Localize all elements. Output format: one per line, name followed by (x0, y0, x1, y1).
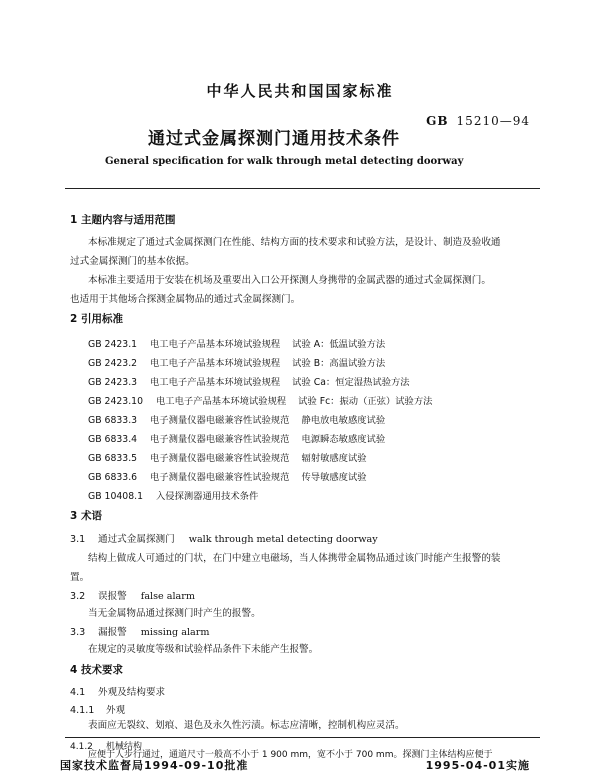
reference-item (88, 393, 432, 407)
document-title: 通过式金属探测门通用技术条件 (148, 129, 400, 149)
footer-divider (65, 737, 540, 738)
subsection-number: 4.1.1 (70, 705, 95, 716)
standard-number: 15210—94 (456, 114, 530, 128)
reference-test: 试验 B：高温试验方法 (292, 358, 386, 369)
reference-item (88, 488, 258, 502)
reference-item (88, 374, 410, 388)
implementation-date: 1995-04-01实施 (425, 759, 530, 772)
reference-title: 电工电子产品基本环境试验规程 (150, 377, 281, 388)
term-english: walk through metal detecting doorway (188, 534, 378, 545)
approval-date: 国家技术监督局1994-09-10批准 (60, 759, 249, 772)
document-title-english: General specification for walk through metal detecting doorway (105, 156, 464, 167)
reference-title: 电工电子产品基本环境试验规程 (150, 339, 281, 350)
reference-item (88, 431, 385, 445)
reference-test: 试验 A：低温试验方法 (292, 339, 386, 350)
reference-title: 入侵探测器通用技术条件 (156, 491, 259, 502)
issuing-body-title: 中华人民共和国国家标准 (206, 82, 394, 100)
section-1-para-1-line-1: 本标准规定了通过式金属探测门在性能、结构方面的技术要求和试验方法，是设计、制造及验收通 (88, 237, 501, 248)
section-3-heading: 3 术语 (70, 510, 102, 522)
section-2-heading: 2 引用标准 (70, 313, 123, 325)
section-1-para-2-line-1: 本标准主要适用于安装在机场及重要出入口公开探测人身携带的金属武器的通过式金属探测门。 (88, 275, 491, 286)
reference-test: 试验 Ca：恒定湿热试验方法 (292, 377, 410, 388)
section-1-para-2-line-2: 也适用于其他场合探测金属物品的通过式金属探测门。 (70, 294, 301, 305)
reference-code: GB 2423.2 (88, 358, 138, 369)
subsection-4-1-1-text: 表面应无裂纹、划痕、退色及永久性污渍。标志应清晰，控制机构应灵活。 (88, 720, 405, 731)
reference-code: GB 2423.1 (88, 339, 138, 350)
term-english: missing alarm (140, 627, 210, 638)
term-3-2 (70, 588, 195, 602)
reference-item (88, 336, 385, 350)
standard-prefix: GB (426, 114, 449, 128)
term-number: 3.3 (70, 627, 86, 638)
reference-title: 电子测量仪器电磁兼容性试验规范 (150, 453, 290, 464)
term-3-2-definition: 当无金属物品通过探测门时产生的报警。 (88, 608, 261, 619)
subsection-title: 外观及结构要求 (98, 687, 166, 698)
subsection-title: 外观 (106, 705, 126, 716)
reference-test: 电源瞬态敏感度试验 (301, 434, 386, 445)
reference-test: 传导敏感度试验 (301, 472, 367, 483)
reference-title: 电工电子产品基本环境试验规程 (150, 358, 281, 369)
section-1-para-1-line-2: 过式金属探测门的基本依据。 (70, 256, 195, 267)
reference-code: GB 6833.5 (88, 453, 138, 464)
subsection-number: 4.1 (70, 687, 86, 698)
reference-code: GB 6833.3 (88, 415, 138, 426)
reference-test: 静电放电敏感度试验 (301, 415, 386, 426)
reference-code: GB 2423.3 (88, 377, 138, 388)
term-number: 3.2 (70, 591, 86, 602)
reference-title: 电子测量仪器电磁兼容性试验规范 (150, 415, 290, 426)
reference-title: 电工电子产品基本环境试验规程 (156, 396, 287, 407)
subsection-title: 机械结构 (106, 742, 143, 752)
reference-item (88, 469, 367, 483)
subsection-4-1-1 (70, 702, 125, 716)
subsection-4-1-2-text: 应便于人步行通过，通道尺寸一般高不小于 1 900 mm，宽不小于 700 mm。探测门主体结构应便于 (88, 750, 493, 760)
term-name: 误报警 (98, 591, 127, 602)
reference-code: GB 6833.6 (88, 472, 138, 483)
term-name: 通过式金属探测门 (98, 534, 175, 545)
header-divider (65, 188, 540, 189)
term-3-1-definition-line-1: 结构上做成人可通过的门状，在门中建立电磁场，当人体携带金属物品通过该门时能产生报警的装 (88, 553, 501, 564)
term-english: false alarm (140, 591, 195, 602)
reference-item (88, 450, 367, 464)
reference-item (88, 412, 385, 426)
reference-title: 电子测量仪器电磁兼容性试验规范 (150, 472, 290, 483)
term-3-1-definition-line-2: 置。 (70, 572, 90, 583)
term-name: 漏报警 (98, 627, 127, 638)
term-number: 3.1 (70, 534, 86, 545)
section-1-heading: 1 主题内容与适用范围 (70, 214, 176, 226)
reference-code: GB 10408.1 (88, 491, 143, 502)
reference-item (88, 355, 385, 369)
subsection-4-1 (70, 684, 165, 698)
reference-code: GB 2423.10 (88, 396, 143, 407)
reference-test: 辐射敏感度试验 (301, 453, 367, 464)
reference-test: 试验 Fc：振动（正弦）试验方法 (298, 396, 433, 407)
reference-title: 电子测量仪器电磁兼容性试验规范 (150, 434, 290, 445)
standard-code (426, 114, 530, 128)
term-3-3 (70, 624, 209, 638)
term-3-1 (70, 531, 378, 545)
reference-code: GB 6833.4 (88, 434, 138, 445)
subsection-number: 4.1.2 (70, 742, 93, 752)
section-4-heading: 4 技术要求 (70, 664, 123, 676)
term-3-3-definition: 在规定的灵敏度等级和试验样品条件下未能产生报警。 (88, 644, 319, 655)
